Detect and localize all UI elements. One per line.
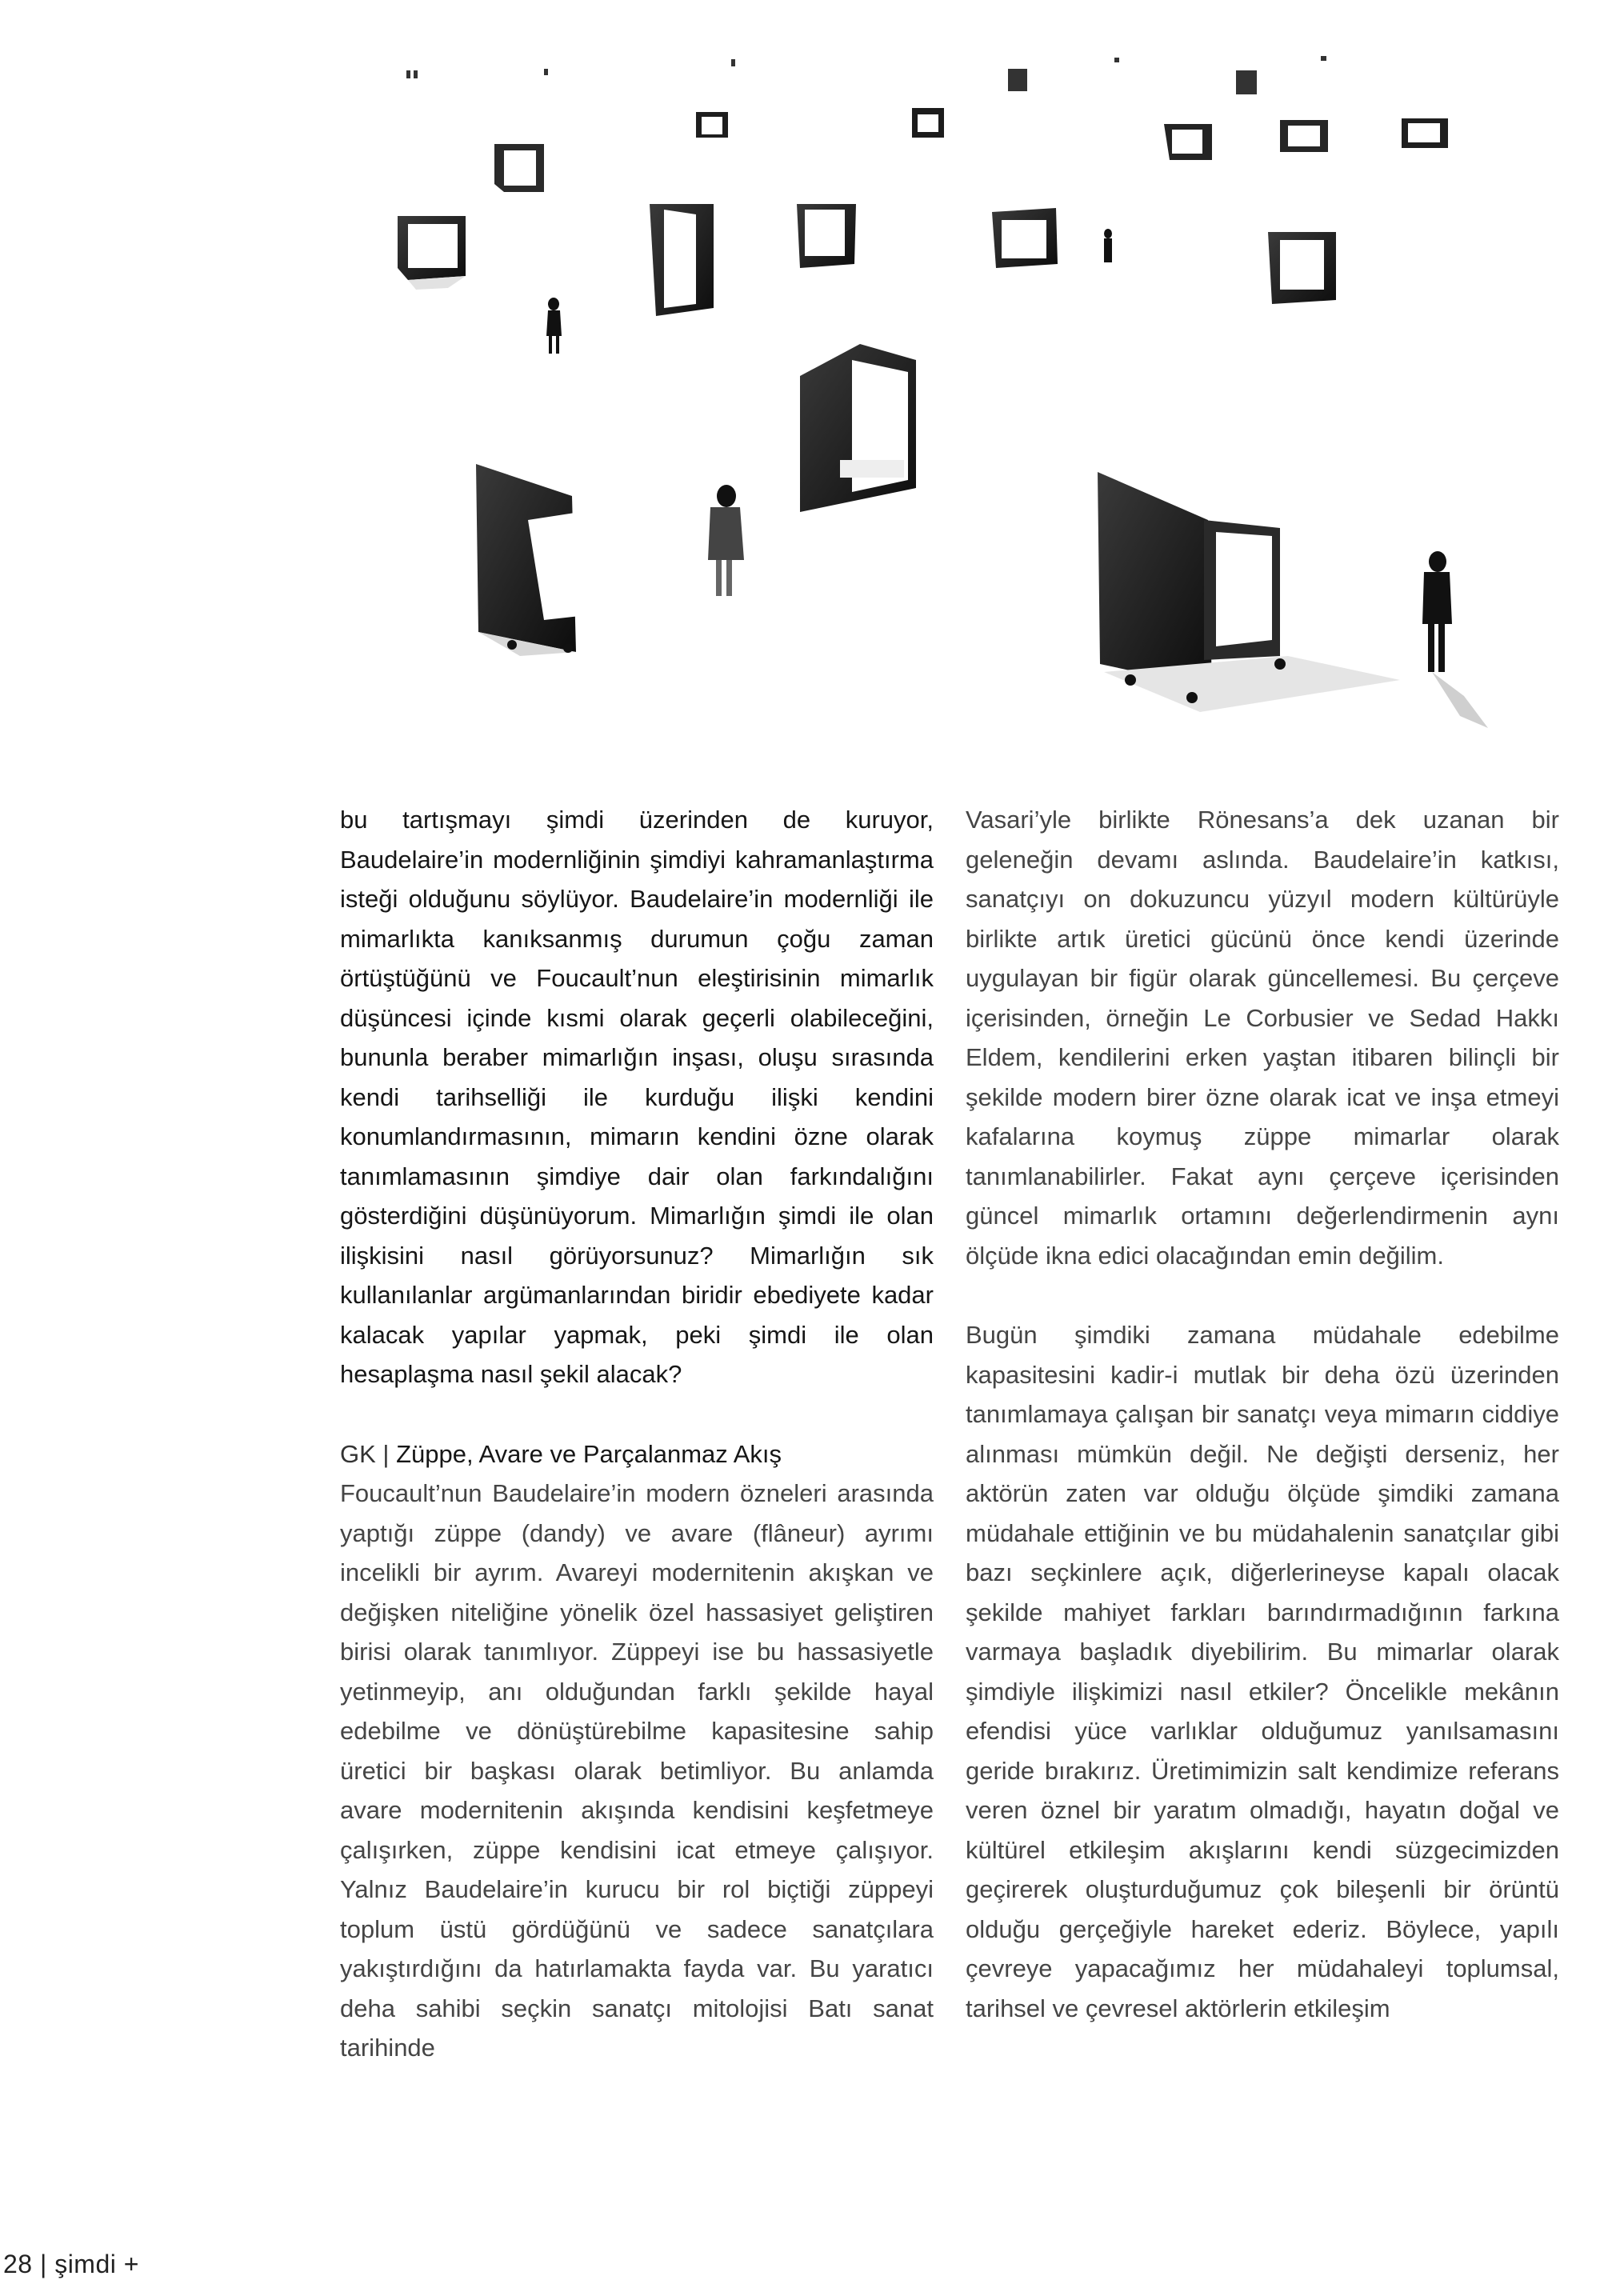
answer-paragraph-2: Bugün şimdiki zamana müdahale edebilme kapasitesini kadir-i mutlak bir deha özü üzerinden tanımlamaya çalışan bir sanatçı veya mimarın ciddiye alınması mümkün değil. Ne değişti derseniz, her aktörün zaten var olduğu ölçüde şimdiki zamana müdahale ettiğinin ve bu müdahalenin sanatçılar gibi bazı seçkinlere açık, diğerlerineyse kapalı olacak şekilde mahiyet farkları barındırmadığının farkına varmaya başladık diyebilirim. Bu mimarlar olarak şimdiyle ilişkimizi nasıl etkiler? Öncelikle mekânın efendisi yüce varlıklar olduğumuz yanılsamasını geride bırakırız. Üretimimizin salt kendimize referans veren öznel bir yaratım olmadığı, hayatın doğal ve kültürel etkileşim akışlarını kendi süzgecimizden geçirerek oluşturduğumuz çok bileşenli bir örüntü olduğu gerçeğiyle hareket ederiz. Böylece, yapılı çevreye yapacağımız her müdahaleyi toplumsal, tarihsel ve çevresel aktörlerin etkileşim bbox=[966, 1321, 1559, 2022]
right-column bbox=[966, 800, 1559, 2028]
section-prefix: GK | bbox=[340, 1439, 397, 1468]
answer-paragraph: Foucault’nun Baudelaire’in modern özneleri arasında yaptığı züppe (dandy) ve avare (flâneur) ayrımı incelikli bir ayrım. Avareyi modernitenin akışkan ve değişken niteliğine yönelik özel hassasiyet geliştiren birisi olarak tanımlıyor. Züppeyi ise bu hassasiyetle yetinmeyip, anı olduğundan farklı şekilde hayal edebilme ve dönüştürebilme kapasitesine sahip üretici bir başkası olarak betimliyor. Bu anlamda avare modernitenin akışında kendisini keşfetmeye çalışırken, züppe kendisini icat etmeye çalışıyor. Yalnız Baudelaire’in kurucu bir rol biçtiği züppeyi toplum üstü gördüğünü ve sadece sanatçılara yakıştırdığını da hatırlamakta fayda var. Bu yaratıcı deha sahibi seçkin sanatçı mitolojisi Batı sanat tarihinde bbox=[340, 1479, 934, 2062]
answer-paragraph-continued: Vasari’yle birlikte Rönesans’a dek uzanan bir geleneğin devamı aslında. Baudelaire’in katkısı, sanatçıyı on dokuzuncu yüzyıl modern kültürüyle birlikte artık üretici gücünü önce kendi üzerinde uygulayan bir figür olarak güncellemesi. Bu çerçeve içerisinden, örneğin Le Corbusier ve Sedad Hakkı Eldem, kendilerini erken yaştan itibaren bilinçli bir şekilde modern birer özne olarak icat ve inşa etmeyi kafalarına koymuş züppe mimarlar olarak tanımlanabilirler. Fakat aynı çerçeve içerisinden güncel mimarlık ortamını değerlendirmenin aynı ölçüde ikna edici olacağından emin değilim. bbox=[966, 806, 1559, 1270]
left-column bbox=[340, 800, 934, 2068]
section-title: Züppe, Avare ve Parçalanmaz Akış bbox=[396, 1439, 782, 1468]
section-heading bbox=[340, 1434, 934, 1474]
hero-illustration bbox=[0, 0, 1600, 752]
interview-question: bu tartışmayı şimdi üzerinden de kuruyor, Baudelaire’in modernliğinin şimdiyi kahramanlaştırma isteği olduğunu söylüyor. Baudelaire’in modernliği ile mimarlıkta kanıksanmış durumun çoğu zaman örtüştüğünü ve Foucault’nun eleştirisinin mimarlık düşüncesi içinde kısmi olarak geçerli olabileceğini, bununla beraber mimarlığın inşası, oluşu sırasında kendi tarihselliği ile kurduğu ilişki kendini konumlandırmasının, mimarın kendini özne olarak tanımlamasının şimdiye dair olan farkındalığını gösterdiğini düşünüyorum. Mimarlığın şimdi ile olan ilişkisini nasıl görüyorsunuz? Mimarlığın sık kullanılanlar argümanlarından biridir ebediyete kadar kalacak yapılar yapmak, peki şimdi ile olan hesaplaşma nasıl şekil alacak? bbox=[340, 806, 934, 1388]
page-footer: 28 | şimdi + bbox=[3, 2250, 139, 2278]
